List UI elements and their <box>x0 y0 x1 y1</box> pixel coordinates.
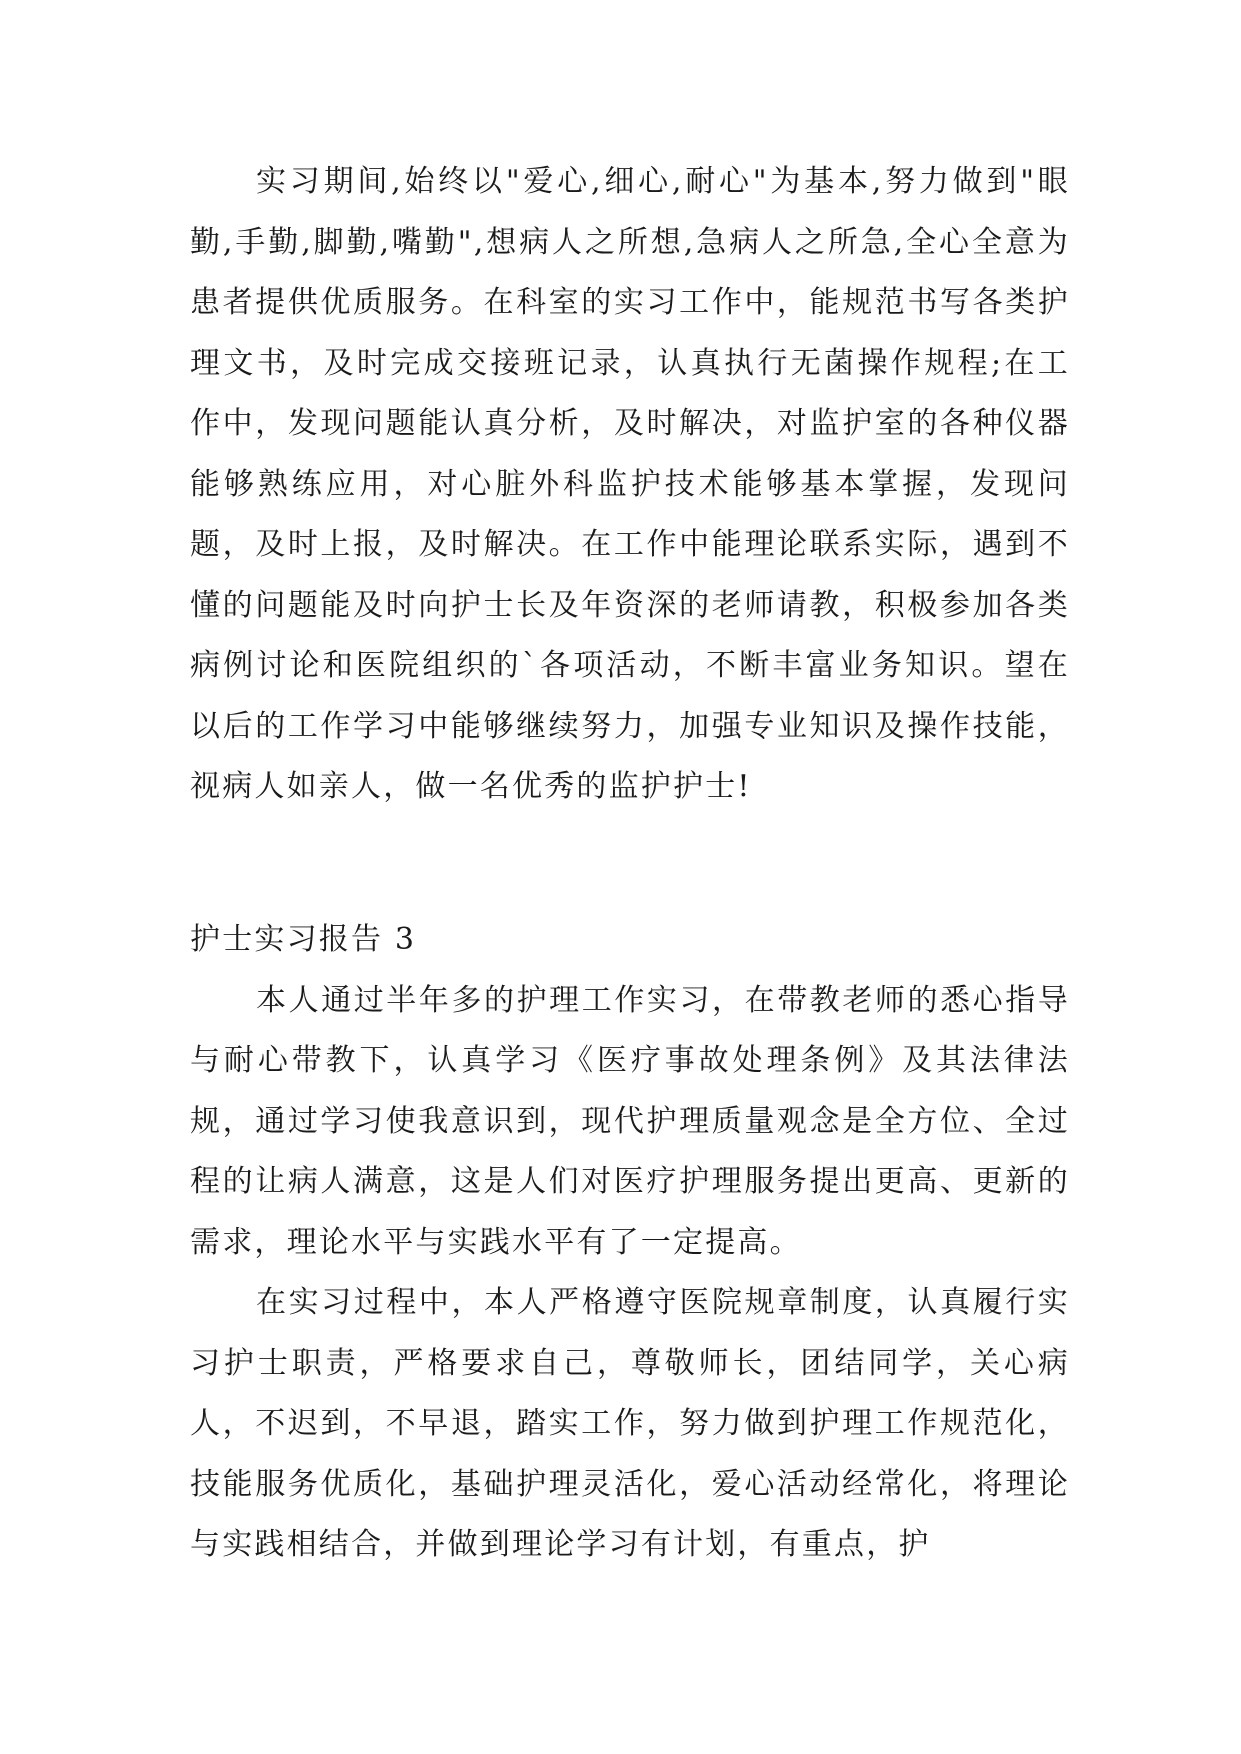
paragraph-internship-period: 实习期间,始终以"爱心,细心,耐心"为基本,努力做到"眼勤,手勤,脚勤,嘴勤",想病人之所想,急病人之所急,全心全意为患者提供优质服务。在科室的实习工作中，能规范书写各类护理文书，及时完成交接班记录，认真执行无菌操作规程;在工作中，发现问题能认真分析，及时解决，对监护室的各种仪器能够熟练应用，对心脏外科监护技术能够基本掌握，发现问题，及时上报，及时解决。在工作中能理论联系实际，遇到不懂的问题能及时向护士长及年资深的老师请教，积极参加各类病例讨论和医院组织的`各项活动，不断丰富业务知识。望在以后的工作学习中能够继续努力，加强专业知识及操作技能，视病人如亲人，做一名优秀的监护护士! <box>190 164 1070 804</box>
paragraph-internship-process: 在实习过程中，本人严格遵守医院规章制度，认真履行实习护士职责，严格要求自己，尊敬师长，团结同学，关心病人，不迟到，不早退，踏实工作，努力做到护理工作规范化，技能服务优质化，基础护理灵活化，爱心活动经常化，将理论与实践相结合，并做到理论学习有计划，有重点，护 <box>190 1285 1070 1562</box>
paragraph-half-year-internship: 本人通过半年多的护理工作实习，在带教老师的悉心指导与耐心带教下，认真学习《医疗事故处理条例》及其法律法规，通过学习使我意识到，现代护理质量观念是全方位、全过程的让病人满意，这是人们对医疗护理服务提出更高、更新的需求，理论水平与实践水平有了一定提高。 <box>190 982 1070 1260</box>
text-block-top <box>190 152 1070 818</box>
section-heading: 护士实习报告 3 <box>190 922 417 957</box>
text-block-report-3 <box>190 910 1070 1576</box>
